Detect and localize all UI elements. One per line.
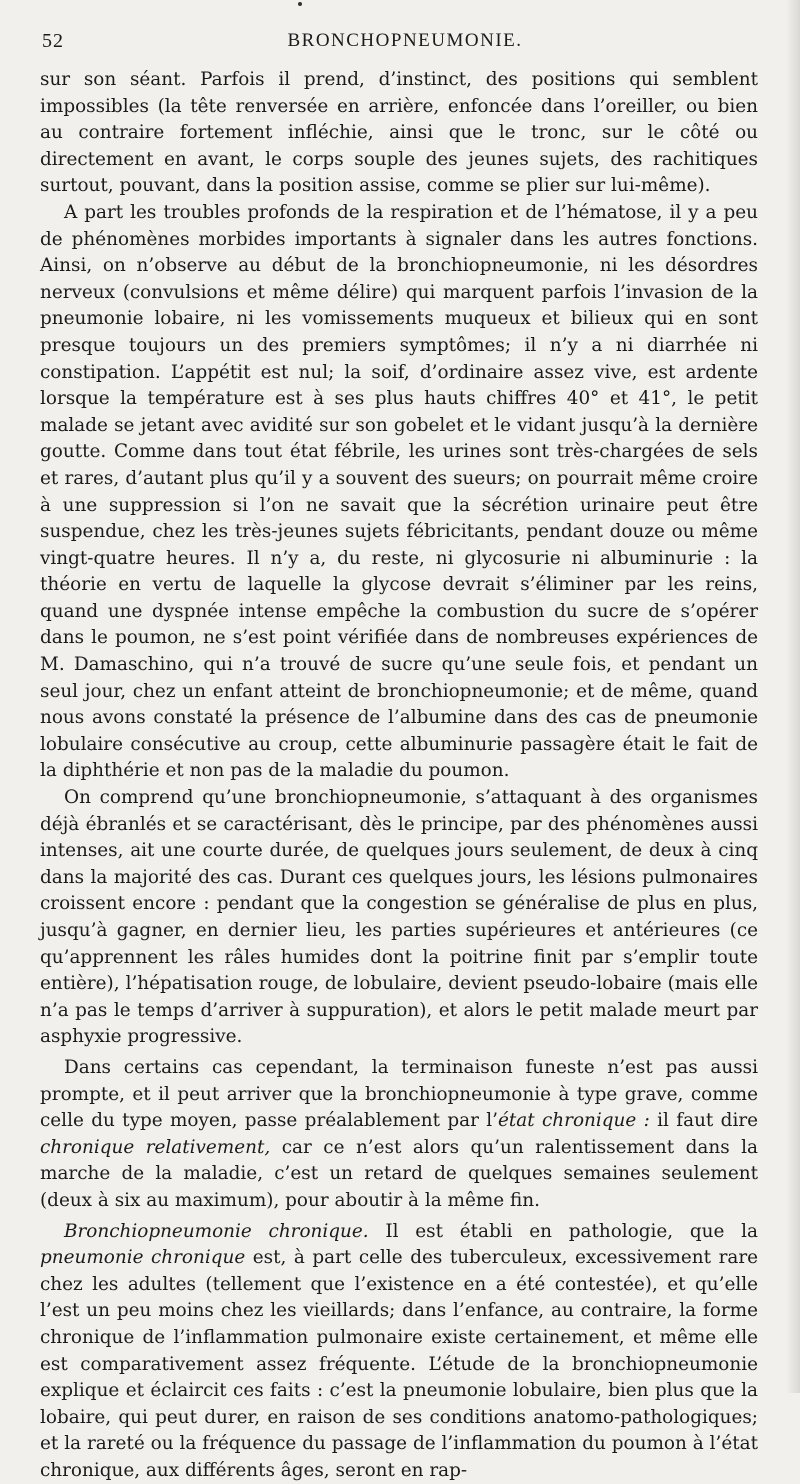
italic-run: pneumonie chronique: [40, 1247, 246, 1269]
running-title: BRONCHOPNEUMONIE.: [287, 30, 523, 51]
text-run: sur son séant. Parfois il prend, d’instinct, des positions qui semblent impossibles (la tête renversée en arrière, enfoncée dans l’oreiller, ou bien au contraire fortement infléchie, ainsi que le tronc, sur le côté ou directement en avant, le corps souple des jeunes sujets, des rachitiques surtout, pouvant, dans la position assise, comme se plier sur lui-même).: [40, 69, 758, 197]
page-edge-shadow: [786, 0, 800, 1393]
text-run: car ce n’est alors qu’un ralentissement dans la marche de la maladie, c’est un retard de quelques semaines seulement (deux à six au maximum), pour aboutir à la même fin.: [40, 1136, 758, 1211]
text-run: Dans certains cas cependant, la terminaison funeste n’est pas aussi prompte, et il peut arriver que la bronchiopneumonie à type grave, comme celle du type moyen, passe préalablement par l’: [40, 1056, 758, 1132]
paragraph: [40, 67, 758, 200]
italic-run: état chronique :: [498, 1110, 650, 1132]
text-run: il faut dire: [649, 1110, 758, 1132]
text-run: est, à part celle des tuberculeux, excessivement rare chez les adultes (tellement que l’existence en a été contestée), et qu’elle l’est un peu moins chez les vieillards; dans l’enfance, au contraire, la forme chronique de l’inflammation pulmonaire existe certainement, et même elle est comparativement assez fréquente. L’étude de la bronchiopneumonie explique et éclaircit ces faits : c’est la pneumonie lobulaire, bien plus que la lobaire, qui peut durer, en raison de ses conditions anatomo-pathologiques; et la rareté ou la fréquence du passage de l’inflammation du poumon à l’état chronique, aux différents âges, seront en rap-: [40, 1247, 759, 1481]
text-run: On comprend qu’une bronchiopneumonie, s’attaquant à des organismes déjà ébranlés et se caractérisant, dès le principe, par des phénomènes aussi intenses, ait une courte durée, de quelques jours seulement, de deux à cinq dans la majorité des cas. Durant ces quelques jours, les lésions pulmonaires croissent encore : pendant que la congestion se généralise de plus en plus, jusqu’à gagner, en dernier lieu, les parties supérieures et antérieures (ce qu’apprennent les râles humides dont la poitrine finit par s’emplir toute entière), l’hépatisation rouge, de lobulaire, devient pseudo-lobaire (mais elle n’a pas le temps d’arriver à suppuration), et alors le petit malade meurt par asphyxie progressive.: [40, 787, 758, 1048]
body-text: [40, 67, 758, 1484]
italic-run: chronique relativement,: [40, 1136, 271, 1158]
paragraph: [40, 200, 758, 785]
paragraph: [40, 785, 758, 1051]
text-run: Il est établi en pathologie, que la: [368, 1220, 758, 1242]
paragraph: [40, 1055, 758, 1215]
page-header: [40, 30, 770, 58]
page-number: 52: [42, 30, 64, 52]
print-speck: [298, 2, 302, 6]
italic-run: Bronchiopneumonie chronique.: [64, 1220, 369, 1242]
text-run: A part les troubles profonds de la respiration et de l’hématose, il y a peu de phénomènes morbides importants à signaler dans les autres fonctions. Ainsi, on n’observe au début de la bronchiopneumonie, ni les désordres nerveux (convulsions et même délire) qui marquent parfois l’invasion de la pneumonie lobaire, ni les vomissements muqueux et bilieux qui en sont presque toujours un des premiers symptômes; il n’y a ni diarrhée ni constipation. L’appétit est nul; la soif, d’ordinaire assez vive, est ardente lorsque la température est à ses plus hauts chiffres 40° et 41°, le petit malade se jetant avec avidité sur son gobelet et le vidant jusqu’à la dernière goutte. Comme dans tout état fébrile, les urines sont très-chargées de sels et rares, d’autant plus qu’il y a souvent des sueurs; on pourrait même croire à une suppression si l’on ne savait que la sécrétion urinaire peut être suspendue, chez les très-jeunes sujets fébricitants, pendant douze ou même vingt-quatre heures. Il n’y a, du reste, ni glycosurie ni albuminurie : la théorie en vertu de laquelle la glycose devrait s’éliminer par les reins, quand une dyspnée intense empêche la combustion du sucre de s’opérer dans le poumon, ne s’est point vérifiée dans de nombreuses expériences de M. Damaschino, qui n’a trouvé de sucre qu’une seule fois, et pendant un seul jour, chez un enfant atteint de bronchiopneumonie; et de même, quand nous avons constaté la présence de l’albumine dans des cas de pneumonie lobulaire consécutive au croup, cette albuminurie passagère était le fait de la diphthérie et non pas de la maladie du poumon.: [40, 201, 758, 782]
paragraph: [40, 1219, 758, 1484]
